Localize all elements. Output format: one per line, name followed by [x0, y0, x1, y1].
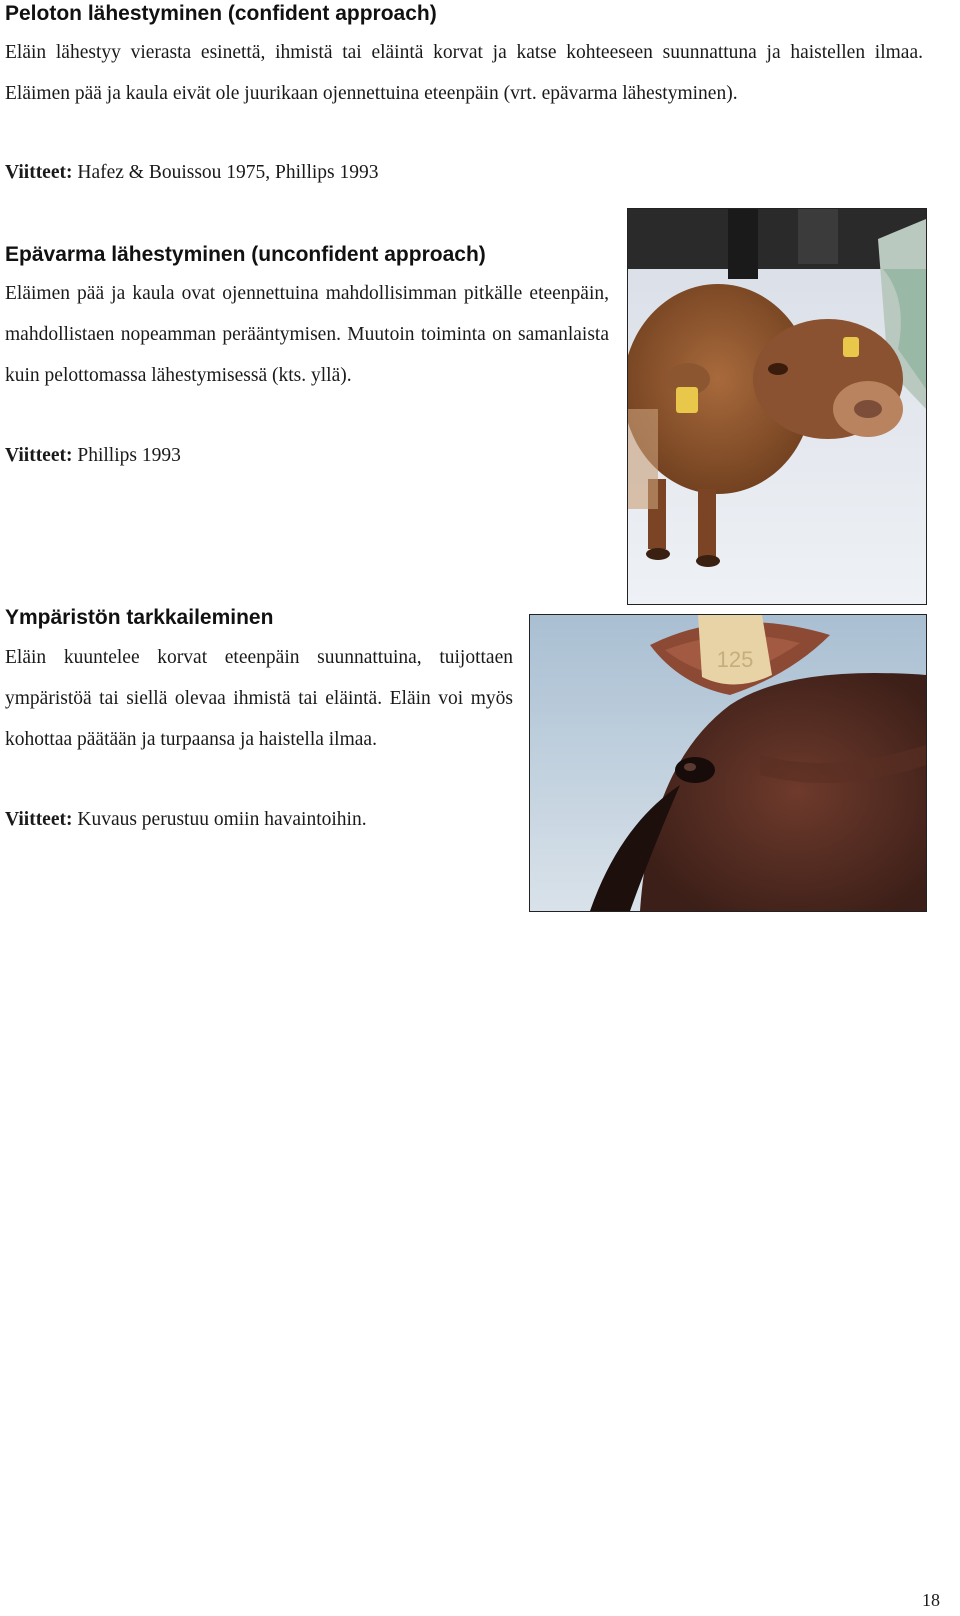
references-label: Viitteet:	[5, 162, 73, 183]
section-body-confident-approach: Eläin lähestyy vierasta esinettä, ihmistä tai eläintä korvat ja katse kohteeseen suunnattuna ja haistellen ilmaa. Eläimen pää ja kaula eivät ole juurikaan ojennettuina eteenpäin (vrt. epävarma lähestyminen).	[5, 42, 923, 104]
references-text: Kuvaus perustuu omiin havaintoihin.	[72, 809, 367, 830]
calf-approach-photo	[627, 208, 927, 605]
references-label: Viitteet:	[5, 809, 73, 830]
references-text: Hafez & Bouissou 1975, Phillips 1993	[72, 162, 379, 183]
references-label: Viitteet:	[5, 445, 73, 466]
references-text: Phillips 1993	[72, 445, 181, 466]
section-body-unconfident-approach: Eläimen pää ja kaula ovat ojennettuina mahdollisimman pitkälle eteenpäin, mahdollistaen nopeamman perääntymisen. Muutoin toiminta on samanlaista kuin pelottomassa lähestymisessä (kts. yllä).	[5, 283, 609, 386]
ear-tag-number: 125	[716, 647, 754, 672]
section-heading-environment-observation: Ympäristön tarkkaileminen	[5, 606, 274, 629]
section-heading-confident-approach: Peloton lähestyminen (confident approach)	[5, 2, 437, 25]
cow-head-photo	[529, 614, 927, 912]
section-references-unconfident-approach	[5, 435, 181, 476]
section-references-environment-observation	[5, 799, 367, 840]
section-references-confident-approach	[5, 152, 379, 193]
page-number: 18	[922, 1590, 940, 1610]
section-heading-unconfident-approach: Epävarma lähestyminen (unconfident approach)	[5, 243, 486, 266]
section-body-environment-observation: Eläin kuuntelee korvat eteenpäin suunnattuina, tuijottaen ympäristöä tai siellä olevaa ihmistä tai eläintä. Eläin voi myös kohottaa päätään ja turpaansa ja haistella ilmaa.	[5, 647, 513, 750]
cow-head-illustration	[530, 615, 926, 911]
calf-illustration	[628, 209, 926, 604]
